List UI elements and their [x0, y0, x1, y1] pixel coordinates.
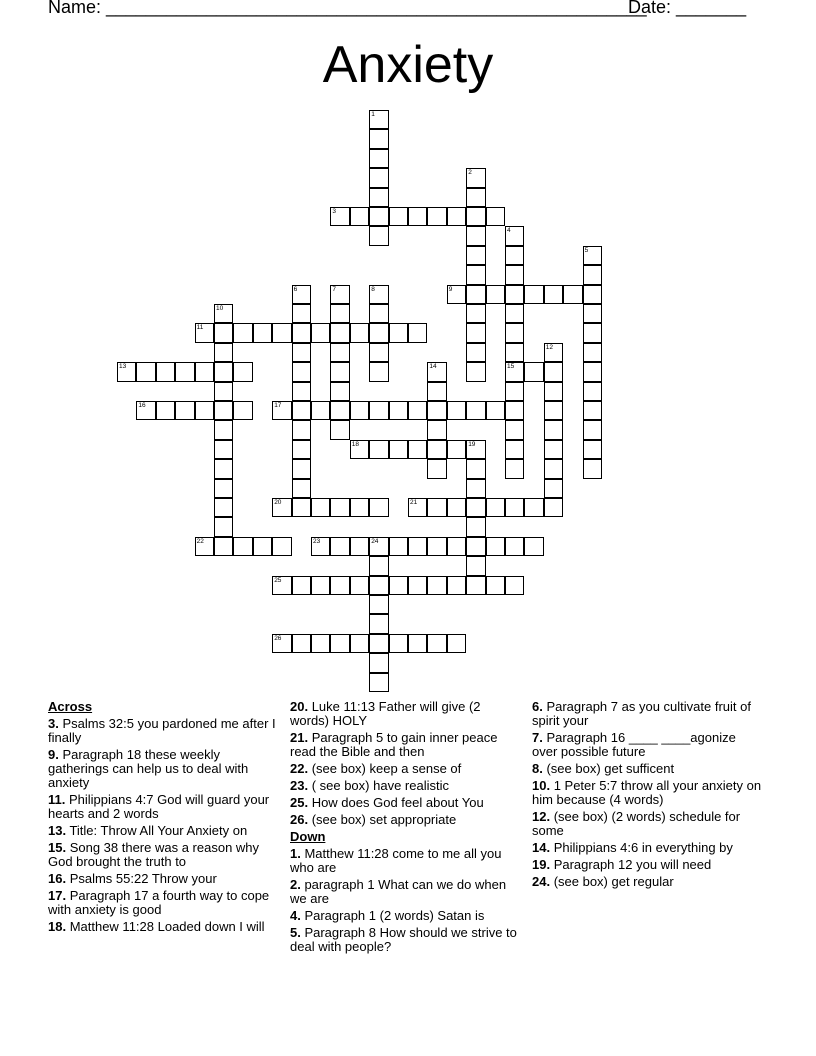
- grid-cell[interactable]: [544, 285, 563, 304]
- clue-across-16: 16. Psalms 55:22 Throw your: [48, 871, 217, 886]
- clue-number: 7: [332, 285, 337, 293]
- clue-across-25: 25. How does God feel about You: [290, 795, 484, 810]
- clue-across-11: 11. Philippians 4:7 God will guard your hearts and 2 words: [48, 792, 270, 821]
- clue-down-2: 2. paragraph 1 What can we do when we are: [290, 877, 507, 906]
- grid-cell[interactable]: [292, 420, 311, 439]
- grid-cell[interactable]: [369, 401, 388, 420]
- grid-cell[interactable]: [466, 479, 485, 498]
- date-field: Date: _______: [628, 0, 747, 17]
- grid-cell[interactable]: [272, 537, 291, 556]
- grid-cell[interactable]: [330, 498, 349, 517]
- grid-cell[interactable]: [175, 362, 194, 381]
- grid-cell[interactable]: [524, 537, 543, 556]
- clue-across-20: 20. Luke 11:13 Father will give (2 words) HOLY: [290, 699, 481, 728]
- clue-across-23: 23. ( see box) have realistic: [290, 778, 449, 793]
- grid-cell-10[interactable]: [214, 304, 233, 323]
- grid-cell[interactable]: [583, 304, 602, 323]
- grid-cell[interactable]: [214, 362, 233, 381]
- grid-cell[interactable]: [389, 323, 408, 342]
- clue-number: 25: [274, 576, 282, 584]
- grid-cell[interactable]: [544, 401, 563, 420]
- grid-cell[interactable]: [408, 576, 427, 595]
- grid-cell[interactable]: [466, 556, 485, 575]
- grid-cell[interactable]: [311, 634, 330, 653]
- grid-cell[interactable]: [427, 420, 446, 439]
- grid-cell[interactable]: [427, 207, 446, 226]
- grid-cell[interactable]: [369, 362, 388, 381]
- grid-cell[interactable]: [292, 634, 311, 653]
- grid-cell[interactable]: [330, 304, 349, 323]
- clue-down-5: 5. Paragraph 8 How should we strive to deal with people?: [290, 925, 517, 954]
- grid-cell[interactable]: [195, 401, 214, 420]
- grid-cell[interactable]: [389, 440, 408, 459]
- grid-cell[interactable]: [369, 188, 388, 207]
- grid-cell[interactable]: [505, 285, 524, 304]
- grid-cell-21[interactable]: [408, 498, 427, 517]
- grid-cell[interactable]: [466, 265, 485, 284]
- clue-down-7: 7. Paragraph 16 ____ ____agonize over possible future: [532, 730, 736, 759]
- grid-cell[interactable]: [369, 498, 388, 517]
- grid-cell[interactable]: [524, 362, 543, 381]
- clue-down-19: 19. Paragraph 12 you will need: [532, 857, 712, 872]
- grid-cell[interactable]: [369, 440, 388, 459]
- grid-cell[interactable]: [330, 537, 349, 556]
- grid-cell[interactable]: [253, 323, 272, 342]
- grid-cell[interactable]: [272, 323, 291, 342]
- grid-cell[interactable]: [292, 343, 311, 362]
- across-heading: Across: [48, 699, 93, 714]
- grid-cell[interactable]: [505, 420, 524, 439]
- grid-cell[interactable]: [524, 285, 543, 304]
- grid-cell[interactable]: [389, 207, 408, 226]
- grid-cell[interactable]: [233, 362, 252, 381]
- grid-cell-8[interactable]: [369, 285, 388, 304]
- grid-cell[interactable]: [369, 149, 388, 168]
- grid-cell[interactable]: [214, 323, 233, 342]
- clue-number: 22: [196, 537, 204, 545]
- grid-cell[interactable]: [156, 401, 175, 420]
- grid-cell-6[interactable]: [292, 285, 311, 304]
- clue-across-17: 17. Paragraph 17 a fourth way to cope with anxiety is good: [48, 888, 270, 917]
- grid-cell[interactable]: [292, 459, 311, 478]
- grid-cell[interactable]: [389, 576, 408, 595]
- grid-cell[interactable]: [330, 382, 349, 401]
- clue-number: 4: [507, 227, 511, 235]
- clue-number: 2: [468, 169, 472, 177]
- grid-cell[interactable]: [292, 362, 311, 381]
- clue-number: 14: [429, 363, 437, 371]
- grid-cell[interactable]: [447, 634, 466, 653]
- grid-cell[interactable]: [466, 343, 485, 362]
- grid-cell[interactable]: [505, 498, 524, 517]
- grid-cell[interactable]: [214, 537, 233, 556]
- grid-cell[interactable]: [447, 401, 466, 420]
- grid-cell-2[interactable]: [466, 168, 485, 187]
- grid-cell[interactable]: [544, 362, 563, 381]
- clue-across-18: 18. Matthew 11:28 Loaded down I will: [48, 919, 265, 934]
- grid-cell[interactable]: [292, 401, 311, 420]
- clue-number: 13: [119, 363, 127, 371]
- grid-cell[interactable]: [292, 304, 311, 323]
- grid-cell[interactable]: [195, 362, 214, 381]
- grid-cell[interactable]: [583, 323, 602, 342]
- grid-cell[interactable]: [486, 285, 505, 304]
- grid-cell[interactable]: [369, 323, 388, 342]
- grid-cell[interactable]: [311, 498, 330, 517]
- grid-cell[interactable]: [330, 362, 349, 381]
- grid-cell[interactable]: [583, 265, 602, 284]
- grid-cell[interactable]: [505, 246, 524, 265]
- puzzle-title: Anxiety: [322, 36, 494, 94]
- grid-cell[interactable]: [350, 576, 369, 595]
- clue-down-10: 10. 1 Peter 5:7 throw all your anxiety on him because (4 words): [532, 778, 762, 807]
- grid-cell[interactable]: [214, 479, 233, 498]
- clue-column-3: [532, 700, 764, 892]
- clue-number: 24: [371, 537, 379, 545]
- grid-cell[interactable]: [427, 382, 446, 401]
- grid-cell-12[interactable]: [544, 343, 563, 362]
- grid-cell[interactable]: [369, 556, 388, 575]
- grid-cell[interactable]: [330, 401, 349, 420]
- down-heading: Down: [290, 829, 326, 844]
- grid-cell[interactable]: [427, 440, 446, 459]
- grid-cell-9[interactable]: [447, 285, 466, 304]
- grid-cell[interactable]: [292, 479, 311, 498]
- grid-cell[interactable]: [214, 517, 233, 536]
- grid-cell[interactable]: [466, 401, 485, 420]
- grid-cell[interactable]: [214, 459, 233, 478]
- clue-number: 9: [448, 285, 453, 293]
- grid-cell[interactable]: [505, 343, 524, 362]
- grid-cell[interactable]: [583, 440, 602, 459]
- clue-across-26: 26. (see box) set appropriate: [290, 812, 457, 827]
- grid-cell[interactable]: [389, 401, 408, 420]
- grid-cell[interactable]: [408, 207, 427, 226]
- grid-cell[interactable]: [350, 401, 369, 420]
- grid-cell[interactable]: [466, 537, 485, 556]
- clue-down-8: 8. (see box) get sufficent: [532, 761, 675, 776]
- grid-cell[interactable]: [486, 401, 505, 420]
- grid-cell[interactable]: [486, 537, 505, 556]
- grid-cell[interactable]: [583, 362, 602, 381]
- grid-cell[interactable]: [466, 459, 485, 478]
- grid-cell-7[interactable]: [330, 285, 349, 304]
- grid-cell[interactable]: [505, 401, 524, 420]
- grid-cell[interactable]: [447, 576, 466, 595]
- clue-down-12: 12. (see box) (2 words) schedule for some: [532, 809, 741, 838]
- grid-cell[interactable]: [369, 614, 388, 633]
- clue-number: 5: [584, 246, 589, 254]
- clue-number: 21: [410, 499, 418, 506]
- grid-cell[interactable]: [447, 207, 466, 226]
- grid-cell[interactable]: [505, 265, 524, 284]
- grid-cell[interactable]: [369, 653, 388, 672]
- grid-cell-25[interactable]: [272, 576, 291, 595]
- grid-cell[interactable]: [583, 420, 602, 439]
- clue-number: 17: [274, 402, 282, 409]
- grid-cell[interactable]: [447, 440, 466, 459]
- grid-cell[interactable]: [544, 382, 563, 401]
- grid-cell-23[interactable]: [311, 537, 330, 556]
- grid-cell[interactable]: [505, 323, 524, 342]
- grid-cell-3[interactable]: [330, 207, 349, 226]
- grid-cell[interactable]: [369, 207, 388, 226]
- grid-cell[interactable]: [447, 498, 466, 517]
- grid-cell[interactable]: [427, 634, 446, 653]
- clue-down-6: 6. Paragraph 7 as you cultivate fruit of spirit your: [532, 699, 751, 728]
- grid-cell[interactable]: [292, 382, 311, 401]
- grid-cell-1[interactable]: [369, 110, 388, 129]
- grid-cell[interactable]: [175, 401, 194, 420]
- grid-cell[interactable]: [583, 343, 602, 362]
- grid-cell[interactable]: [330, 323, 349, 342]
- grid-cell[interactable]: [466, 246, 485, 265]
- grid-cell[interactable]: [311, 323, 330, 342]
- grid-cell[interactable]: [369, 226, 388, 245]
- clue-number: 16: [138, 402, 146, 409]
- grid-cell-20[interactable]: [272, 498, 291, 517]
- clue-number: 10: [216, 305, 224, 312]
- clue-across-21: 21. Paragraph 5 to gain inner peace read the Bible and then: [290, 730, 498, 759]
- clue-down-4: 4. Paragraph 1 (2 words) Satan is: [290, 908, 485, 923]
- grid-cell[interactable]: [369, 129, 388, 148]
- grid-cell[interactable]: [466, 498, 485, 517]
- grid-cell[interactable]: [544, 498, 563, 517]
- grid-cell[interactable]: [544, 459, 563, 478]
- grid-cell[interactable]: [486, 498, 505, 517]
- grid-cell[interactable]: [369, 168, 388, 187]
- grid-cell[interactable]: [505, 576, 524, 595]
- grid-cell[interactable]: [233, 323, 252, 342]
- grid-cell[interactable]: [389, 634, 408, 653]
- grid-cell[interactable]: [350, 634, 369, 653]
- grid-cell[interactable]: [466, 517, 485, 536]
- grid-cell[interactable]: [214, 440, 233, 459]
- clue-number: 26: [274, 634, 282, 642]
- grid-cell-24[interactable]: [369, 537, 388, 556]
- grid-cell[interactable]: [292, 440, 311, 459]
- clue-number: 18: [351, 440, 360, 448]
- grid-cell[interactable]: [486, 576, 505, 595]
- grid-cell[interactable]: [427, 401, 446, 420]
- clue-number: 6: [293, 285, 298, 293]
- grid-cell[interactable]: [505, 382, 524, 401]
- grid-cell[interactable]: [292, 498, 311, 517]
- grid-cell[interactable]: [292, 323, 311, 342]
- grid-cell[interactable]: [466, 285, 485, 304]
- grid-cell[interactable]: [369, 595, 388, 614]
- grid-cell[interactable]: [330, 343, 349, 362]
- grid-cell[interactable]: [466, 226, 485, 245]
- grid-cell[interactable]: [544, 420, 563, 439]
- grid-cell[interactable]: [311, 576, 330, 595]
- grid-cell[interactable]: [253, 537, 272, 556]
- grid-cell-13[interactable]: [117, 362, 136, 381]
- grid-cell[interactable]: [350, 207, 369, 226]
- grid-cell[interactable]: [427, 576, 446, 595]
- grid-cell[interactable]: [233, 537, 252, 556]
- grid-cell[interactable]: [311, 401, 330, 420]
- grid-cell[interactable]: [466, 188, 485, 207]
- grid-cell[interactable]: [233, 401, 252, 420]
- grid-cell[interactable]: [544, 440, 563, 459]
- grid-cell[interactable]: [408, 634, 427, 653]
- clue-number: 8: [371, 285, 375, 293]
- grid-cell-5[interactable]: [583, 246, 602, 265]
- grid-cell[interactable]: [427, 498, 446, 517]
- grid-cell[interactable]: [408, 537, 427, 556]
- clue-across-22: 22. (see box) keep a sense of: [290, 761, 462, 776]
- grid-cell-22[interactable]: [195, 537, 214, 556]
- grid-cell[interactable]: [447, 537, 466, 556]
- grid-cell[interactable]: [350, 323, 369, 342]
- grid-cell[interactable]: [369, 576, 388, 595]
- grid-cell[interactable]: [214, 420, 233, 439]
- clue-column-2: [290, 700, 522, 957]
- grid-cell[interactable]: [136, 362, 155, 381]
- grid-cell[interactable]: [466, 207, 485, 226]
- grid-cell[interactable]: [330, 634, 349, 653]
- grid-cell-11[interactable]: [195, 323, 214, 342]
- clue-column-1: [48, 700, 280, 937]
- grid-cell[interactable]: [427, 537, 446, 556]
- grid-cell[interactable]: [369, 634, 388, 653]
- clue-number: 19: [468, 440, 476, 448]
- grid-cell[interactable]: [214, 382, 233, 401]
- grid-cell[interactable]: [486, 207, 505, 226]
- grid-cell-18[interactable]: [350, 440, 369, 459]
- grid-cell[interactable]: [466, 304, 485, 323]
- grid-cell[interactable]: [505, 304, 524, 323]
- grid-cell[interactable]: [583, 382, 602, 401]
- grid-cell[interactable]: [408, 323, 427, 342]
- grid-cell-4[interactable]: [505, 226, 524, 245]
- grid-cell[interactable]: [427, 459, 446, 478]
- grid-cell[interactable]: [544, 479, 563, 498]
- clue-number: 1: [371, 111, 375, 118]
- clue-across-9: 9. Paragraph 18 these weekly gatherings can help us to deal with anxiety: [48, 747, 249, 790]
- grid-cell[interactable]: [505, 440, 524, 459]
- clue-number: 23: [313, 537, 321, 545]
- clue-number: 3: [332, 208, 337, 215]
- grid-cell[interactable]: [214, 343, 233, 362]
- grid-cell[interactable]: [369, 673, 388, 692]
- grid-cell[interactable]: [408, 401, 427, 420]
- grid-cell[interactable]: [350, 498, 369, 517]
- grid-cell[interactable]: [369, 304, 388, 323]
- grid-cell[interactable]: [583, 459, 602, 478]
- grid-cell[interactable]: [583, 285, 602, 304]
- grid-cell[interactable]: [214, 498, 233, 517]
- clue-across-3: 3. Psalms 32:5 you pardoned me after I finally: [48, 716, 276, 745]
- clue-down-24: 24. (see box) get regular: [532, 874, 674, 889]
- grid-cell[interactable]: [505, 459, 524, 478]
- grid-cell[interactable]: [408, 440, 427, 459]
- name-field: Name: ______________________________________________________: [48, 0, 647, 17]
- grid-cell[interactable]: [466, 576, 485, 595]
- grid-cell-14[interactable]: [427, 362, 446, 381]
- grid-cell[interactable]: [156, 362, 175, 381]
- grid-cell[interactable]: [466, 362, 485, 381]
- grid-cell[interactable]: [583, 401, 602, 420]
- clue-across-13: 13. Title: Throw All Your Anxiety on: [48, 823, 248, 838]
- grid-cell[interactable]: [214, 401, 233, 420]
- clue-number: 15: [507, 363, 515, 371]
- clue-number: 12: [545, 343, 554, 351]
- grid-cell[interactable]: [466, 323, 485, 342]
- grid-cell[interactable]: [330, 420, 349, 439]
- clue-number: 20: [274, 499, 282, 506]
- grid-cell-16[interactable]: [136, 401, 155, 420]
- grid-cell[interactable]: [292, 576, 311, 595]
- grid-cell[interactable]: [563, 285, 582, 304]
- grid-cell-15[interactable]: [505, 362, 524, 381]
- grid-cell[interactable]: [369, 343, 388, 362]
- grid-cell-17[interactable]: [272, 401, 291, 420]
- clue-down-14: 14. Philippians 4:6 in everything by: [532, 840, 733, 855]
- clue-number: 11: [196, 324, 204, 332]
- grid-cell-19[interactable]: [466, 440, 485, 459]
- grid-cell[interactable]: [350, 537, 369, 556]
- clue-across-15: 15. Song 38 there was a reason why God brought the truth to: [48, 840, 260, 869]
- grid-cell[interactable]: [330, 576, 349, 595]
- grid-cell[interactable]: [389, 537, 408, 556]
- grid-cell[interactable]: [505, 537, 524, 556]
- clue-down-1: 1. Matthew 11:28 come to me all you who are: [290, 846, 502, 875]
- grid-cell[interactable]: [524, 498, 543, 517]
- grid-cell-26[interactable]: [272, 634, 291, 653]
